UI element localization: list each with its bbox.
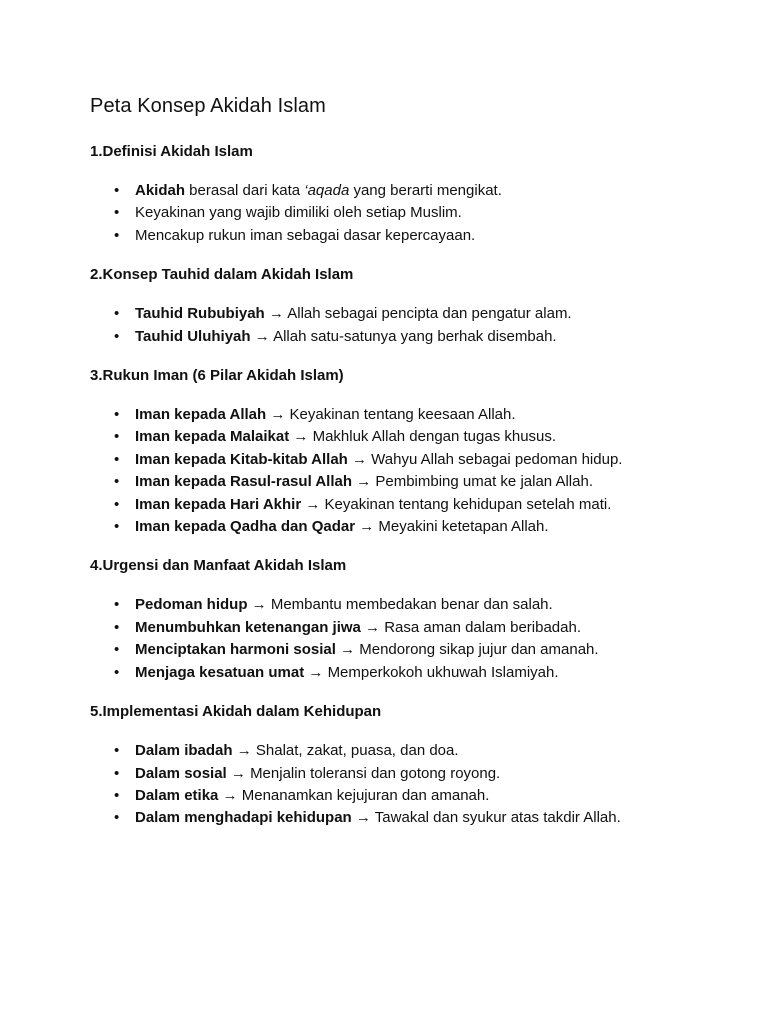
section xyxy=(90,265,730,348)
bullet-icon: • xyxy=(114,641,120,659)
list-item xyxy=(90,426,730,448)
bullet-icon: • xyxy=(114,596,120,614)
section xyxy=(90,366,730,538)
section xyxy=(90,702,730,830)
item-term: Iman kepada Kitab-kitab Allah xyxy=(135,450,348,468)
list-item xyxy=(90,639,730,661)
item-term: Menumbuhkan ketenangan jiwa xyxy=(135,618,361,636)
list-item xyxy=(90,404,730,426)
item-text: Mencakup rukun iman sebagai dasar kepercayaan. xyxy=(135,226,476,244)
list-item xyxy=(90,180,730,202)
bullet-list xyxy=(90,594,730,684)
item-description: Rasa aman dalam beribadah. xyxy=(384,618,582,636)
arrow-icon: → xyxy=(226,764,251,782)
section xyxy=(90,142,730,247)
list-item xyxy=(90,449,730,471)
item-description: Allah satu-satunya yang berhak disembah. xyxy=(273,327,557,345)
bullet-icon: • xyxy=(114,495,120,513)
list-item xyxy=(90,785,730,807)
arrow-icon: → xyxy=(335,641,360,659)
list-item xyxy=(90,202,730,224)
bullet-icon: • xyxy=(114,473,120,491)
bullet-icon: • xyxy=(114,618,120,636)
bullet-icon: • xyxy=(114,406,120,424)
item-term: Tauhid Rububiyah xyxy=(135,305,265,323)
item-description: Keyakinan tentang kehidupan setelah mati. xyxy=(324,495,612,513)
section-heading: 1.Definisi Akidah Islam xyxy=(90,143,253,160)
arrow-icon: → xyxy=(264,305,288,323)
item-description: Wahyu Allah sebagai pedoman hidup. xyxy=(371,450,623,468)
bullet-icon: • xyxy=(114,764,120,782)
list-item xyxy=(90,303,730,325)
bullet-icon: • xyxy=(114,226,120,244)
arrow-icon: → xyxy=(250,327,274,345)
bullet-icon: • xyxy=(114,809,120,827)
bullet-icon: • xyxy=(114,204,120,222)
item-text: yang berarti mengikat. xyxy=(349,182,502,199)
section-heading: 3.Rukun Iman (6 Pilar Akidah Islam) xyxy=(90,367,344,385)
item-term: Dalam etika xyxy=(135,786,219,804)
item-description: Pembimbing umat ke jalan Allah. xyxy=(375,473,593,491)
arrow-icon: → xyxy=(347,450,372,468)
list-item xyxy=(90,594,730,616)
arrow-icon: → xyxy=(304,663,328,681)
bullet-icon: • xyxy=(114,327,120,345)
list-item xyxy=(90,763,730,785)
item-term: Tauhid Uluhiyah xyxy=(135,327,251,345)
arrow-icon: → xyxy=(289,428,313,446)
bullet-icon: • xyxy=(114,182,120,199)
item-term: Pedoman hidup xyxy=(135,596,248,614)
section xyxy=(90,556,730,684)
item-term: Iman kepada Allah xyxy=(135,406,267,424)
list-item xyxy=(90,617,730,639)
item-description: Keyakinan tentang keesaan Allah. xyxy=(289,406,516,424)
item-description: Menanamkan kejujuran dan amanah. xyxy=(241,786,490,804)
list-item xyxy=(90,740,730,762)
item-description: Mendorong sikap jujur dan amanah. xyxy=(359,641,599,659)
list-item xyxy=(90,471,730,493)
sections-container xyxy=(90,142,730,830)
item-description: Menjalin toleransi dan gotong royong. xyxy=(250,764,501,782)
arrow-icon: → xyxy=(247,596,271,614)
item-term: Menjaga kesatuan umat xyxy=(135,663,305,681)
item-term: Dalam sosial xyxy=(135,764,227,782)
item-term: Iman kepada Rasul-rasul Allah xyxy=(135,473,353,491)
section-heading: 4.Urgensi dan Manfaat Akidah Islam xyxy=(90,557,347,575)
item-description: Meyakini ketetapan Allah. xyxy=(378,518,549,536)
item-term: Akidah xyxy=(135,182,186,199)
list-item xyxy=(90,225,730,247)
item-term: Iman kepada Qadha dan Qadar xyxy=(135,518,356,536)
arrow-icon: → xyxy=(352,473,376,491)
bullet-list xyxy=(90,404,730,538)
page-title: Peta Konsep Akidah Islam xyxy=(90,95,326,117)
bullet-list xyxy=(90,180,730,247)
item-term: Dalam ibadah xyxy=(135,742,233,760)
list-item xyxy=(90,326,730,348)
item-term: Iman kepada Hari Akhir xyxy=(135,495,302,513)
bullet-icon: • xyxy=(114,786,120,804)
list-item xyxy=(90,662,730,684)
arrow-icon: → xyxy=(355,518,379,536)
list-item xyxy=(90,494,730,516)
section-heading: 5.Implementasi Akidah dalam Kehidupan xyxy=(90,703,382,721)
arrow-icon: → xyxy=(351,809,375,827)
arrow-icon: → xyxy=(218,786,242,804)
item-description: Shalat, zakat, puasa, dan doa. xyxy=(255,742,459,760)
arrow-icon: → xyxy=(232,742,256,760)
item-term: Iman kepada Malaikat xyxy=(135,428,290,446)
bullet-icon: • xyxy=(114,518,120,536)
bullet-icon: • xyxy=(114,742,120,760)
item-text: Keyakinan yang wajib dimiliki oleh setiap Muslim. xyxy=(135,204,462,222)
item-description: Tawakal dan syukur atas takdir Allah. xyxy=(374,809,621,827)
bullet-list xyxy=(90,303,730,348)
document-page xyxy=(90,92,730,848)
bullet-icon: • xyxy=(114,663,120,681)
list-item xyxy=(90,807,730,829)
item-term: Dalam menghadapi kehidupan xyxy=(135,809,352,827)
arrow-icon: → xyxy=(301,495,325,513)
arrow-icon: → xyxy=(266,406,290,424)
item-term: Menciptakan harmoni sosial xyxy=(135,641,336,659)
section-heading: 2.Konsep Tauhid dalam Akidah Islam xyxy=(90,266,354,284)
arrow-icon: → xyxy=(360,618,385,636)
item-text: berasal dari kata xyxy=(185,182,305,199)
bullet-icon: • xyxy=(114,450,120,468)
item-description: Memperkokoh ukhuwah Islamiyah. xyxy=(327,663,559,681)
list-item xyxy=(90,516,730,538)
item-description: Makhluk Allah dengan tugas khusus. xyxy=(312,428,557,446)
bullet-icon: • xyxy=(114,428,120,446)
bullet-icon: • xyxy=(114,305,120,323)
bullet-list xyxy=(90,740,730,830)
item-description: Allah sebagai pencipta dan pengatur alam. xyxy=(287,305,572,323)
item-italic-word: ‘aqada xyxy=(304,182,350,199)
item-description: Membantu membedakan benar dan salah. xyxy=(270,596,553,614)
